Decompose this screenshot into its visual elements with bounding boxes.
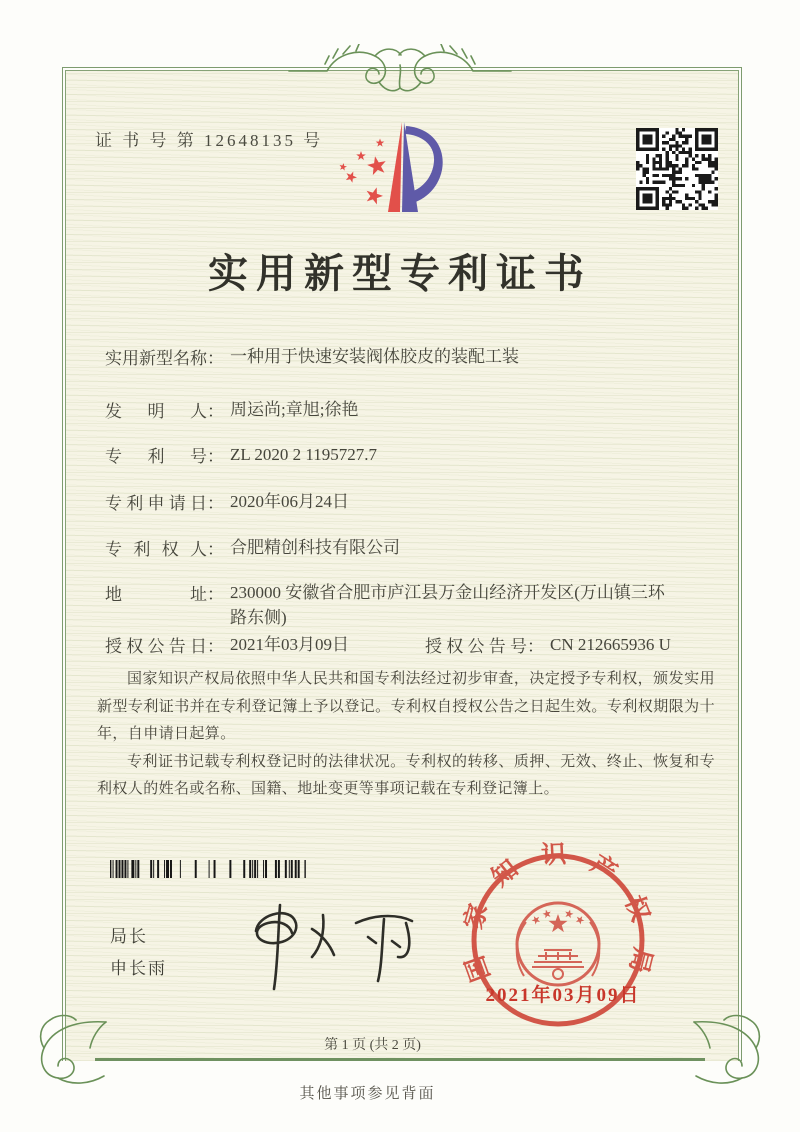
director-name: 申长雨 <box>110 959 167 978</box>
field-row-patent-number: 专利号： ZL 2020 2 1195727.7 <box>105 442 377 467</box>
field-value: 2020年06月24日 <box>230 492 349 511</box>
seal-date: 2021年03月09日 <box>485 985 641 1006</box>
seal-text: 国家知识产权局 <box>460 841 657 985</box>
field-value: 一种用于快速安装阀体胶皮的装配工装 <box>230 347 519 366</box>
field-label: 发明人 <box>105 402 207 421</box>
director-title: 局长 <box>110 927 148 946</box>
field-row-patentee: 专利权人： 合肥精创科技有限公司 <box>105 535 400 560</box>
back-note: 其他事项参见背面 <box>299 1086 436 1102</box>
page-title: 实用新型专利证书 <box>208 251 592 296</box>
qr-code <box>636 128 718 210</box>
field-value: CN 212665936 U <box>550 635 671 654</box>
field-value: ZL 2020 2 1195727.7 <box>230 445 378 464</box>
logo-cone-left <box>388 122 402 212</box>
field-value: 周运尚;章旭;徐艳 <box>230 400 359 419</box>
field-value: 合肥精创科技有限公司 <box>230 538 400 557</box>
field-label: 授权公告日 <box>105 637 207 656</box>
field-label: 授权公告号 <box>425 637 527 656</box>
field-label: 专利号 <box>105 447 207 466</box>
national-emblem-icon <box>517 903 600 985</box>
field-row-name: 实用新型名称： 一种用于快速安装阀体胶皮的装配工装 <box>105 344 519 369</box>
field-label: 专利申请日 <box>105 494 207 513</box>
field-row-filing-date: 专利申请日： 2020年06月24日 <box>105 489 349 514</box>
field-row-grant-date: 授权公告日： 2021年03月09日 <box>105 632 349 657</box>
logo-stars <box>340 139 386 205</box>
cnipa-logo-icon <box>336 112 456 218</box>
field-value: 2021年03月09日 <box>230 635 349 654</box>
field-label: 实用新型名称 <box>105 349 207 368</box>
field-label: 地址 <box>105 585 207 604</box>
official-seal <box>458 840 658 1040</box>
field-label: 专利权人 <box>105 540 207 559</box>
field-value: 230000 安徽省合肥市庐江县万金山经济开发区(万山镇三环路东侧) <box>230 583 665 627</box>
body-paragraph-1: 国家知识产权局依照中华人民共和国专利法经过初步审查，决定授予专利权，颁发实用新型专利证书并在专利登记簿上予以登记。专利权自授权公告之日起生效。专利权期限为十年，自申请日起算。 <box>97 671 715 742</box>
legal-text <box>97 666 715 804</box>
field-row-address: 地址： 230000 安徽省合肥市庐江县万金山经济开发区(万山镇三环路东侧) <box>105 580 680 630</box>
page-number: 第 1 页 (共 2 页) <box>324 1038 421 1053</box>
bottom-rule <box>95 1058 705 1061</box>
barcode <box>110 860 308 878</box>
certificate-number: 证 书 号 第 12648135 号 <box>95 131 324 150</box>
field-row-grant-number: 授权公告号： CN 212665936 U <box>425 632 671 657</box>
director-signature <box>228 893 428 993</box>
body-paragraph-2: 专利证书记载专利权登记时的法律状况。专利权的转移、质押、无效、终止、恢复和专利权人的姓名或名称、国籍、地址变更等事项记载在专利登记簿上。 <box>97 753 715 797</box>
field-row-inventors: 发明人： 周运尚;章旭;徐艳 <box>105 397 358 422</box>
